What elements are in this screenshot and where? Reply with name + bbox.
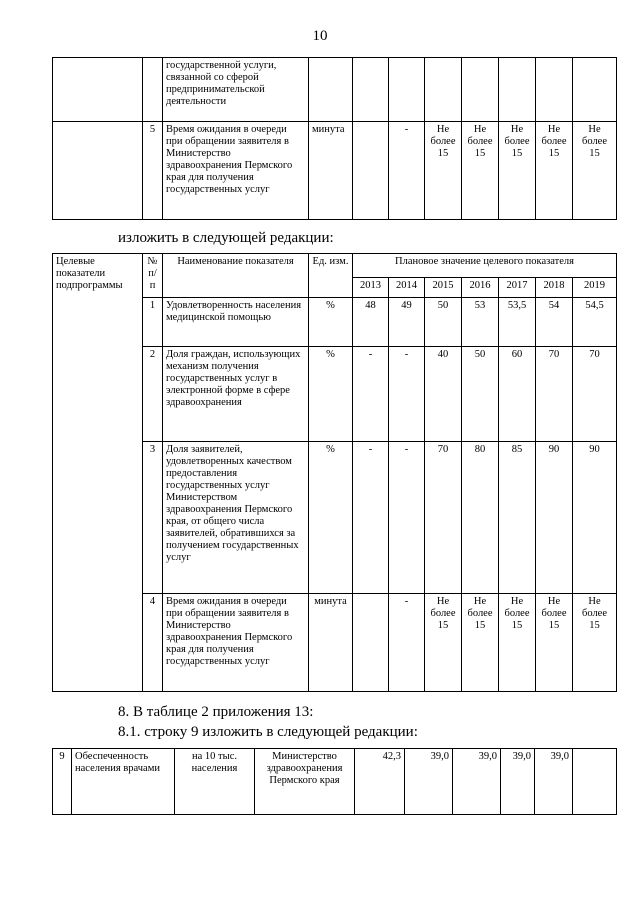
value-2014: -	[389, 347, 425, 442]
row-number: 5	[143, 122, 163, 220]
value-2019: 54,5	[573, 298, 617, 347]
unit: минута	[309, 122, 353, 220]
table-row	[53, 58, 617, 122]
value-1: 42,3	[355, 749, 405, 815]
value-2018: 90	[536, 442, 573, 594]
value-2017: 60	[499, 347, 536, 442]
main-table	[52, 253, 617, 692]
page-number: 10	[312, 28, 328, 44]
value-2015: 70	[425, 442, 462, 594]
bottom-table	[52, 748, 617, 815]
value-2018: 54	[536, 298, 573, 347]
header-plan: Плановое значение целевого показателя	[353, 254, 617, 278]
indicator-name: Удовлетворенность населения медицинской помощью	[163, 298, 309, 347]
indicator-name: Обеспеченность населения врачами	[72, 749, 175, 815]
unit: %	[309, 442, 353, 594]
value-2: 39,0	[405, 749, 453, 815]
indicator-name: государственной услуги, связанной со сферой предпринимательской деятельности	[163, 58, 309, 122]
value-2016: 50	[462, 347, 499, 442]
value-2013	[353, 122, 389, 220]
value-2018: Не более 15	[536, 122, 573, 220]
header-target-indicators: Целевые показатели подпрограммы	[53, 254, 143, 692]
year-2014: 2014	[389, 278, 425, 298]
row-number: 1	[143, 298, 163, 347]
value-2015: Не более 15	[425, 122, 462, 220]
value-2015: 40	[425, 347, 462, 442]
value-2014: 49	[389, 298, 425, 347]
table-row	[53, 749, 617, 815]
value-2013: 48	[353, 298, 389, 347]
header-number: № п/п	[143, 254, 163, 298]
row-number: 3	[143, 442, 163, 594]
unit: %	[309, 298, 353, 347]
value-2016: 53	[462, 298, 499, 347]
organization: Министерство здравоохранения Пермского края	[255, 749, 355, 815]
value-2016: 80	[462, 442, 499, 594]
value-4: 39,0	[501, 749, 535, 815]
value-3: 39,0	[453, 749, 501, 815]
value-2019: Не более 15	[573, 122, 617, 220]
value-2019: 90	[573, 442, 617, 594]
value-2014: -	[389, 122, 425, 220]
indicator-name: Доля заявителей, удовлетворенных качеством предоставления государственных услуг Министерством здравоохранения Пермского края, от общего числа заявителей, обратившихся за получением государственных услуг	[163, 442, 309, 594]
paragraph-8: 8. В таблице 2 приложения 13:	[118, 704, 314, 720]
unit: минута	[309, 594, 353, 692]
year-2019: 2019	[573, 278, 617, 298]
edition-text: изложить в следующей редакции:	[118, 230, 334, 246]
value-2013: -	[353, 442, 389, 594]
value-2017: Не более 15	[499, 122, 536, 220]
row-number: 9	[53, 749, 72, 815]
value-2016: Не более 15	[462, 594, 499, 692]
header-unit: Ед. изм.	[309, 254, 353, 298]
year-2016: 2016	[462, 278, 499, 298]
row-number: 2	[143, 347, 163, 442]
value-2018: Не более 15	[536, 594, 573, 692]
table-row	[53, 122, 617, 220]
value-2017: Не более 15	[499, 594, 536, 692]
indicator-name: Доля граждан, использующих механизм получения государственных услуг в электронной форме в сфере здравоохранения	[163, 347, 309, 442]
year-2018: 2018	[536, 278, 573, 298]
top-table	[52, 57, 617, 220]
year-2013: 2013	[353, 278, 389, 298]
value-2019: Не более 15	[573, 594, 617, 692]
header-name: Наименование показателя	[163, 254, 309, 298]
value-2015: 50	[425, 298, 462, 347]
value-2014: -	[389, 594, 425, 692]
value-2013	[353, 594, 389, 692]
value-2017: 53,5	[499, 298, 536, 347]
table-header-row	[53, 254, 617, 278]
indicator-name: Время ожидания в очереди при обращении заявителя в Министерство здравоохранения Пермского края для получения государственных услуг	[163, 122, 309, 220]
value-2015: Не более 15	[425, 594, 462, 692]
value-2019: 70	[573, 347, 617, 442]
unit: %	[309, 347, 353, 442]
indicator-name: Время ожидания в очереди при обращении заявителя в Министерство здравоохранения Пермского края для получения государственных услуг	[163, 594, 309, 692]
value-2013: -	[353, 347, 389, 442]
unit: на 10 тыс. населения	[175, 749, 255, 815]
paragraph-8-1: 8.1. строку 9 изложить в следующей редакции:	[118, 724, 418, 740]
value-5: 39,0	[535, 749, 573, 815]
row-number: 4	[143, 594, 163, 692]
value-2017: 85	[499, 442, 536, 594]
value-2018: 70	[536, 347, 573, 442]
value-2016: Не более 15	[462, 122, 499, 220]
year-2015: 2015	[425, 278, 462, 298]
year-2017: 2017	[499, 278, 536, 298]
value-2014: -	[389, 442, 425, 594]
